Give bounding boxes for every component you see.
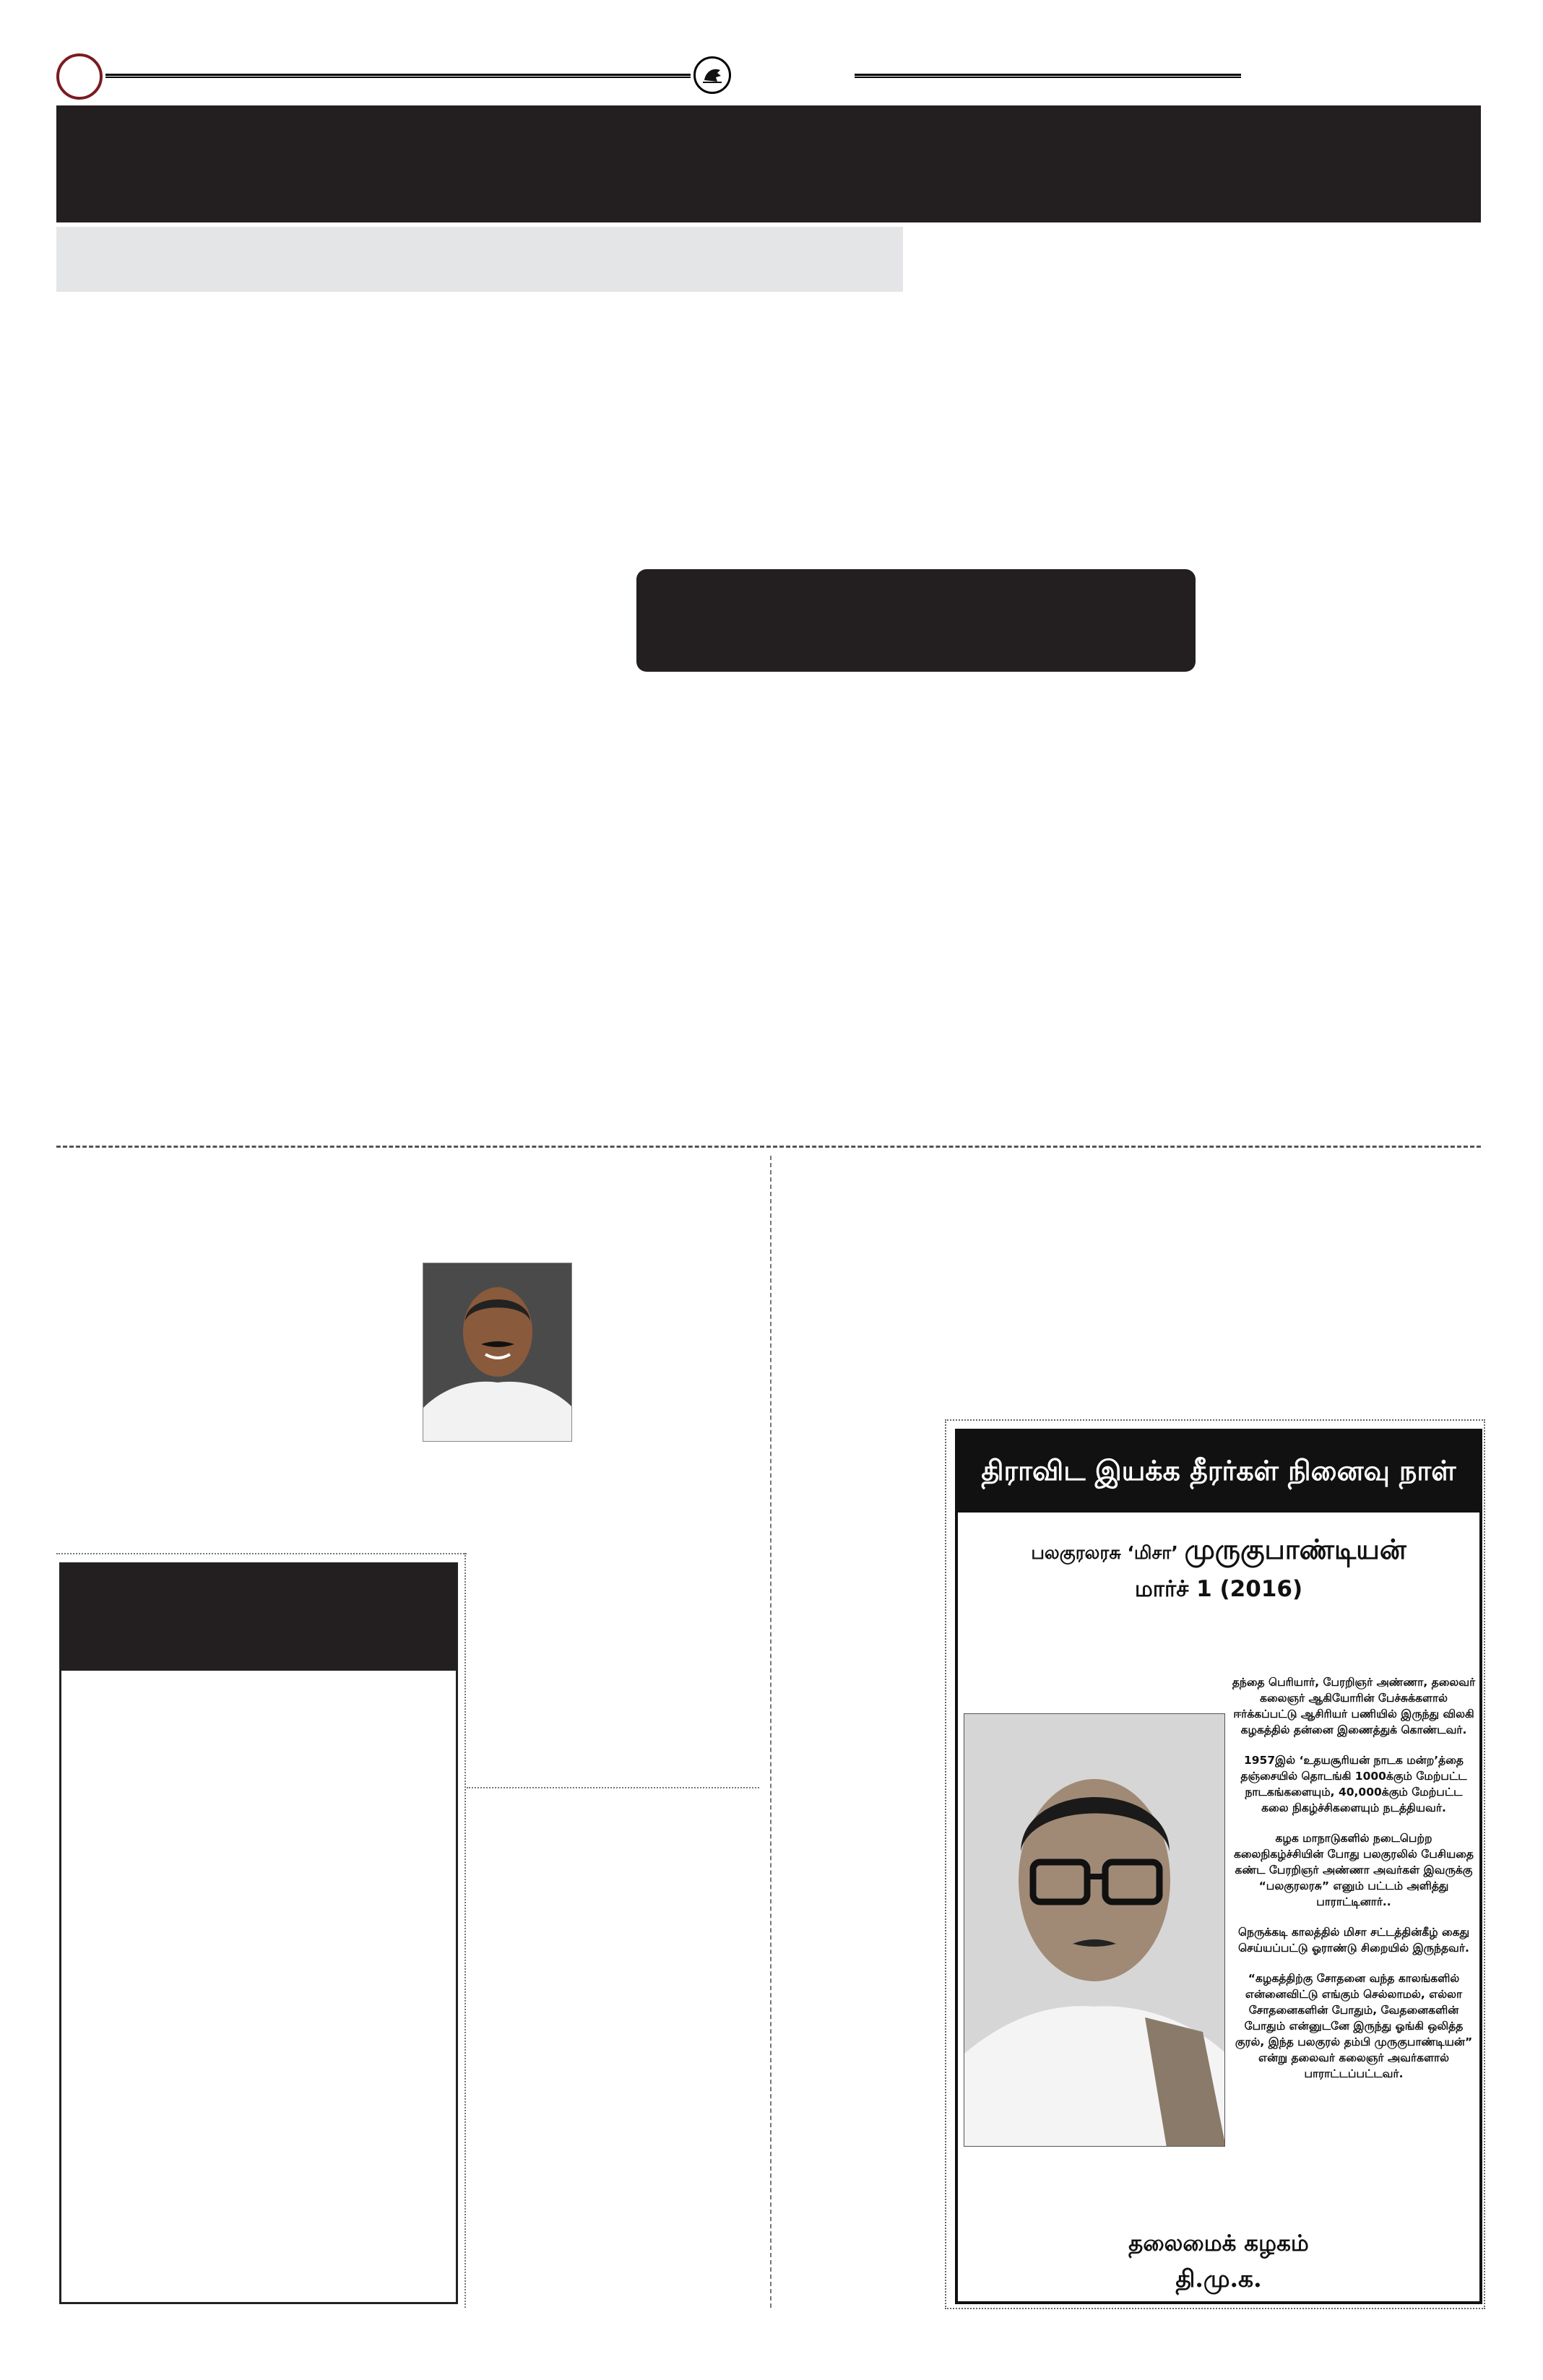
subheading-band (56, 227, 903, 292)
bio-paragraph: “கழகத்திற்கு சோதனை வந்த காலங்களில் என்னைவிட்டு எங்கும் செல்லாமல், எல்லா சோதனைகளின் போதும், வேதனைகளின் போதும் என்னுடனே இருந்து ஓங்கி ஒலித்த குரல், இந்த பலகுரல் தம்பி முருகுபாண்டியன்” என்று தலைவர் கலைஞர் அவர்களால் பாராட்டப்பட்டவர். (1235, 1972, 1473, 2080)
section-divider (56, 1146, 1481, 1148)
memorial-portrait (964, 1713, 1225, 2147)
left-box-side-rule (464, 1553, 466, 2308)
memorial-biography (1231, 1674, 1477, 2096)
name-prefix: பலகுரலரசு ‘மிசா’ (1031, 1542, 1178, 1563)
header-rule-left (105, 74, 691, 78)
memorial-ad (955, 1429, 1482, 2304)
headline-banner (56, 105, 1481, 222)
memorial-date: மார்ச் 1 (2016) (1134, 1576, 1303, 1602)
memorial-ad-footer (958, 2226, 1479, 2297)
columnist-photo (423, 1263, 572, 1442)
boxed-article-header (61, 1565, 456, 1671)
page-number-circle (56, 53, 103, 100)
column-divider (770, 1156, 772, 2308)
redacted-box (636, 569, 1196, 672)
memorial-ad-name-line (958, 1533, 1479, 1570)
bio-paragraph: தந்தை பெரியார், பேரறிஞர் அண்ணா, தலைவர் கலைஞர் ஆகியோரின் பேச்சுக்களால் ஈர்க்கப்பட்டு ஆசிரியர் பணியில் இருந்து விலகி கழகத்தில் தன்னை இணைத்துக் கொண்டவர். (1232, 1676, 1476, 1736)
bio-paragraph: 1957இல் ‘உதயசூரியன் நாடக மன்ற’த்தை தஞ்சையில் தொடங்கி 1000க்கும் மேற்பட்ட நாடகங்களையும், 40,000க்கும் மேற்பட்ட கலை நிகழ்ச்சிகளையும் நடத்தியவர். (1240, 1754, 1467, 1814)
footer-party: தி.மு.க. (1175, 2264, 1262, 2293)
memorial-ad-title: திராவிட இயக்க தீரர்கள் நினைவு நாள் (958, 1432, 1479, 1513)
footer-organization: தலைமைக் கழகம் (1128, 2230, 1309, 2256)
party-emblem-icon (693, 56, 731, 94)
header-rule-right (855, 74, 1241, 78)
left-box-top-rule (56, 1553, 467, 1554)
boxed-article (59, 1562, 458, 2304)
person-name: முருகுபாண்டியன் (1184, 1533, 1406, 1565)
bio-paragraph: நெருக்கடி காலத்தில் மிசா சட்டத்தின்கீழ் கைது செய்யப்பட்டு ஓராண்டு சிறையில் இருந்தவர். (1237, 1926, 1470, 1955)
bio-paragraph: கழக மாநாடுகளில் நடைபெற்ற கலைநிகழ்ச்சியின் போது பலகுரலில் பேசியதை கண்ட பேரறிஞர் அண்ணா அவர்கள் இவருக்கு “பலகுரலரசு” எனும் பட்டம் அளித்து பாராட்டினார்.. (1233, 1832, 1474, 1908)
middle-rule (467, 1787, 759, 1788)
